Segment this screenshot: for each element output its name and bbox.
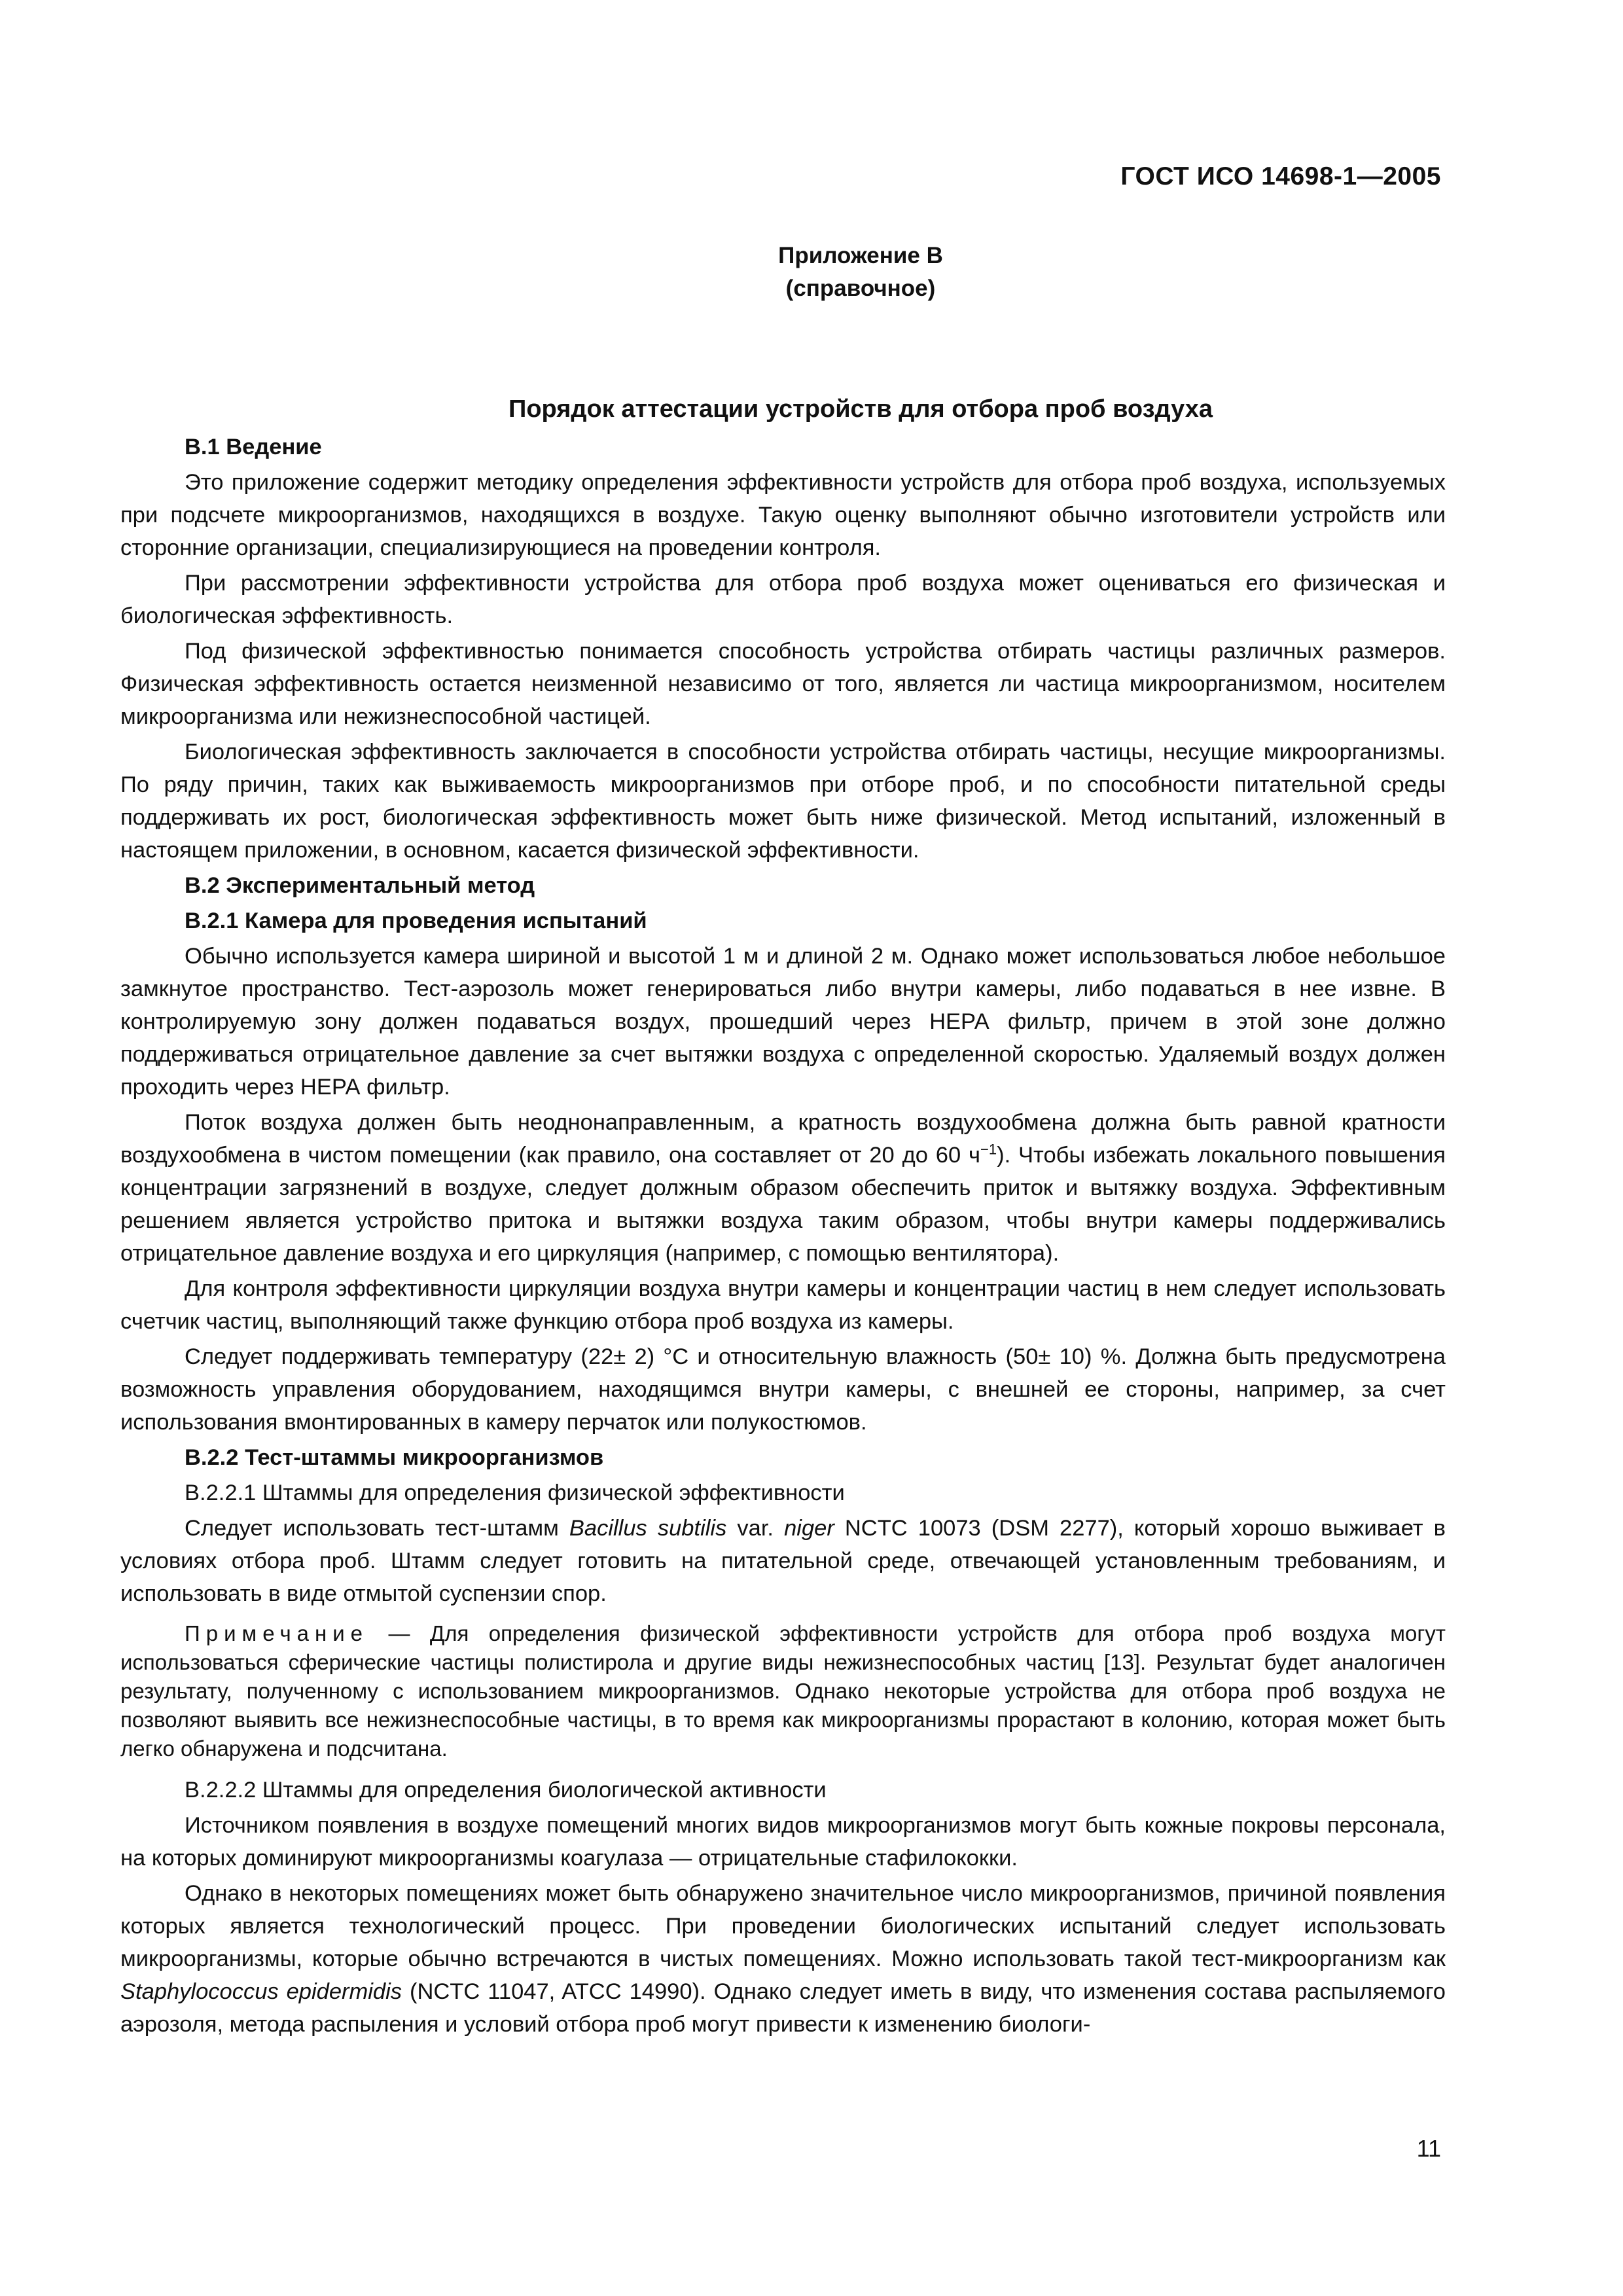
paragraph: При рассмотрении эффективности устройства для отбора проб воздуха может оцениваться его физическая и биологическая эффективность. <box>120 571 1446 628</box>
paragraph <box>120 1512 1446 1610</box>
section-heading-b1: В.1 Ведение <box>185 435 322 459</box>
paragraph: Под физической эффективностью понимается способность устройства отбирать частицы различных размеров. Физическая эффективность остается неизменной независимо от того, является ли частица микроорганизмом, носителем микроорганизма или нежизнеспособной частицей. <box>120 639 1446 729</box>
document-code: ГОСТ ИСО 14698-1—2005 <box>1120 162 1441 190</box>
paragraph: Обычно используется камера шириной и высотой 1 м и длиной 2 м. Однако может использоваться любое небольшое замкнутое пространство. Тест-аэрозоль может генерироваться либо внутри камеры, либо подаваться в нее извне. В контролируемую зону должен подаваться воздух, прошедший через НЕРА фильтр, причем в этой зоне должно поддерживаться отрицательное давление за счет вытяжки воздуха с определенной скоростью. Удаляемый воздух должен проходить через НЕРА фильтр. <box>120 944 1446 1100</box>
paragraph <box>120 1106 1446 1270</box>
note-label: Примечание <box>185 1621 369 1645</box>
text-span: Поток воздуха должен быть неоднонаправленным, а кратность воздухообмена должна быть равной кратности воздухообмена в чистом помещении (как правило, она составляет от 20 до 60 ч <box>120 1110 1446 1168</box>
text-span: Следует использовать тест-штамм <box>185 1516 569 1541</box>
appendix-type: (справочное) <box>785 276 936 301</box>
text-span: (NCTC 11047, ATCC 14990). Однако следует иметь в виду, что изменения состава распыляемого аэрозоля, метода распыления и условий отбора проб могут привести к изменению биологи- <box>120 1979 1446 2037</box>
paragraph: Биологическая эффективность заключается в способности устройства отбирать частицы, несущие микроорганизмы. По ряду причин, таких как выживаемость микроорганизмов при отборе проб, и по способности питательной среды поддерживать их рост, биологическая эффективность может быть ниже физической. Метод испытаний, изложенный в настоящем приложении, в основном, касается физической эффективности. <box>120 740 1446 863</box>
subsection-heading-b222: В.2.2.2 Штаммы для определения биологической активности <box>185 1778 827 1803</box>
species-name: Staphylococcus epidermidis <box>120 1979 402 2004</box>
page-title: Порядок аттестации устройств для отбора проб воздуха <box>508 395 1213 423</box>
subsection-heading-b22: В.2.2 Тест-штаммы микроорганизмов <box>185 1445 604 1470</box>
text-span: NCTC 10073 (DSM 2277), который хорошо выживает в условиях отбора проб. Штамм следует готовить на питательной среде, отвечающей установленным требованиям, и использовать в виде отмытой суспензии спор. <box>120 1516 1446 1606</box>
paragraph <box>120 1877 1446 2041</box>
text-span: ). Чтобы избежать локального повышения концентрации загрязнений в воздухе, следует должным образом обеспечить приток и вытяжку воздуха. Эффективным решением является устройство притока и вытяжки воздуха таким образом, чтобы внутри камеры поддерживались отрицательное давление воздуха и его циркуляция (например, с помощью вентилятора). <box>120 1143 1446 1266</box>
paragraph: Это приложение содержит методику определения эффективности устройств для отбора проб воздуха, используемых при подсчете микроорганизмов, находящихся в воздухе. Такую оценку выполняют обычно изготовители устройств или сторонние организации, специализирующиеся на проведении контроля. <box>120 470 1446 560</box>
text-span: var. <box>726 1516 785 1541</box>
page-number: 11 <box>1416 2135 1441 2162</box>
document-body <box>120 431 1446 2043</box>
appendix-heading <box>0 240 1623 305</box>
note-text: — Для определения физической эффективности устройств для отбора проб воздуха могут использоваться сферические частицы полистирола и другие виды нежизнеспособных частиц [13]. Результат будет аналогичен результату, полученному с использованием микроорганизмов. Однако некоторые устройства для отбора проб воздуха не позволяют выявить все нежизнеспособные частицы, в то время как микроорганизмы прорастают в колонию, которая может быть легко обнаружена и подсчитана. <box>120 1621 1446 1761</box>
note <box>120 1619 1446 1763</box>
paragraph: Следует поддерживать температуру (22± 2) °С и относительную влажность (50± 10) %. Должна быть предусмотрена возможность управления оборудованием, находящимся внутри камеры, с внешней ее стороны, например, за счет использования вмонтированных в камеру перчаток или полукостюмов. <box>120 1344 1446 1435</box>
paragraph: Источником появления в воздухе помещений многих видов микроорганизмов могут быть кожные покровы персонала, на которых доминируют микроорганизмы коагулаза — отрицательные стафилококки. <box>120 1813 1446 1871</box>
text-span: Однако в некоторых помещениях может быть обнаружено значительное число микроорганизмов, причиной появления которых является технологический процесс. При проведении биологических испытаний следует использовать микроорганизмы, которые обычно встречаются в чистых помещениях. Можно использовать такой тест-микроорганизм как <box>120 1881 1446 1971</box>
appendix-label: Приложение В <box>778 243 943 268</box>
species-name: Bacillus subtilis <box>569 1516 727 1541</box>
superscript: −1 <box>980 1141 997 1158</box>
variety-name: niger <box>784 1516 834 1541</box>
paragraph: Для контроля эффективности циркуляции воздуха внутри камеры и концентрации частиц в нем следует использовать счетчик частиц, выполняющий также функцию отбора проб воздуха из камеры. <box>120 1276 1446 1334</box>
subsection-heading-b221: В.2.2.1 Штаммы для определения физической эффективности <box>185 1480 845 1505</box>
section-heading-b2: В.2 Экспериментальный метод <box>185 873 535 898</box>
subsection-heading-b21: В.2.1 Камера для проведения испытаний <box>185 908 647 933</box>
